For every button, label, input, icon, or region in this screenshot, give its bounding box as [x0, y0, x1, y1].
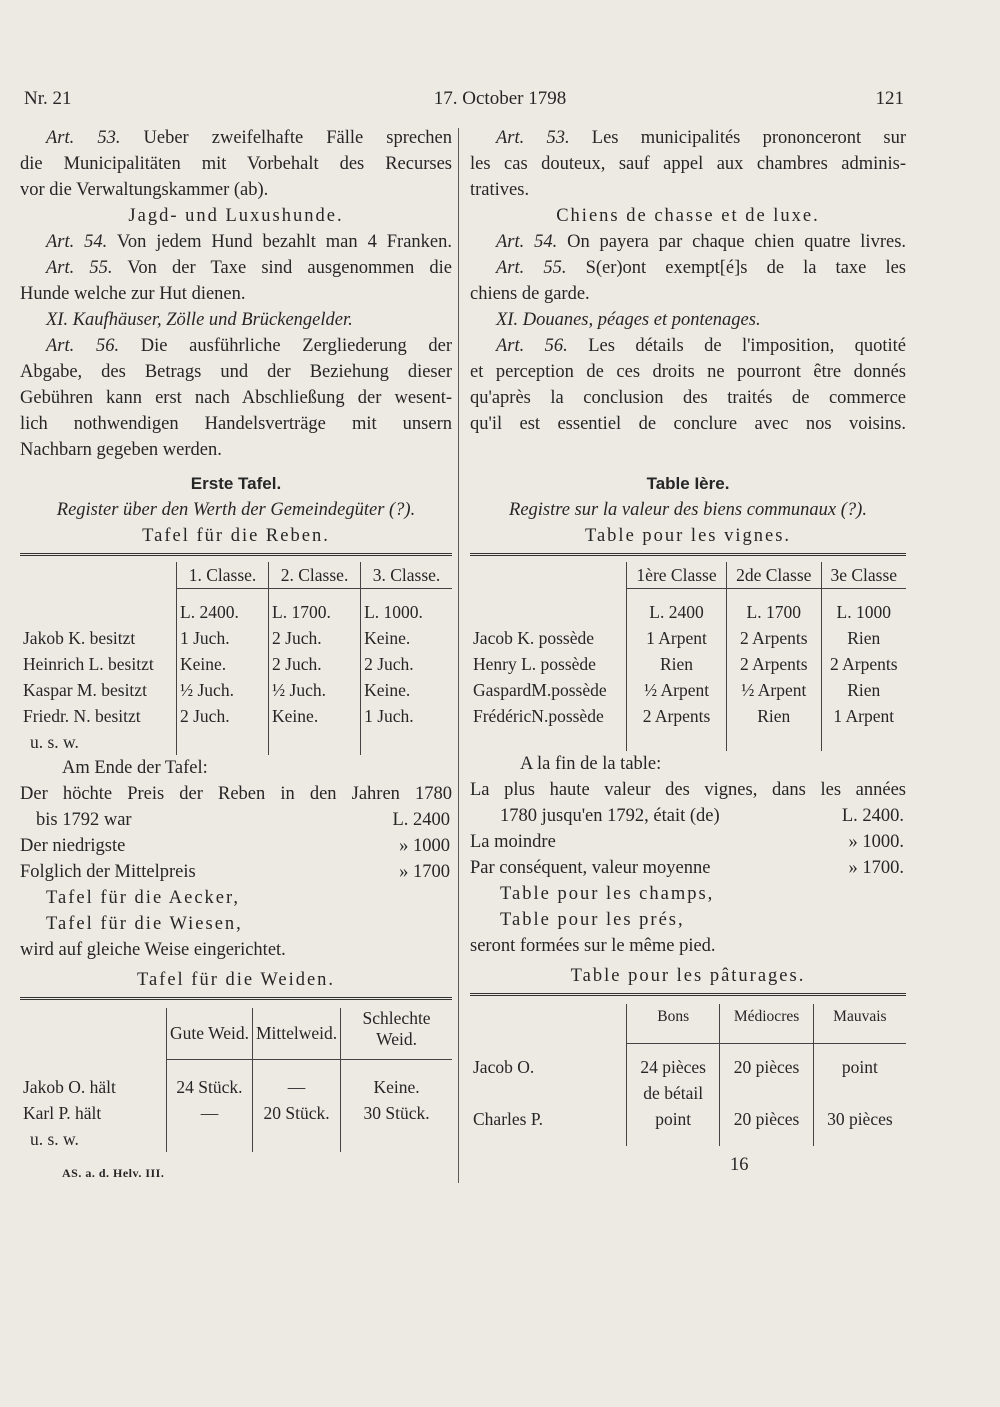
art53-line1: Art. 53. Les municipalités prononceront sur	[496, 128, 907, 148]
table-row	[470, 677, 906, 703]
art55-line2: chiens de garde.	[470, 284, 590, 304]
table-row	[470, 703, 906, 729]
table-cell: Rien	[627, 651, 727, 677]
column-header: 2. Classe.	[269, 562, 361, 589]
min-price-value: » 1000	[399, 835, 450, 856]
table-cell: 2 Arpents	[727, 651, 821, 677]
pasture-title: Tafel für die Weiden.	[136, 969, 336, 990]
art56-line1: Art. 56. Die ausführliche Zergliederung der	[46, 336, 453, 356]
end-heading: A la fin de la table:	[520, 753, 662, 774]
art53-line2: die Municipalitäten mit Vorbehalt des Recurses	[20, 154, 452, 174]
table-cell: 2 Juch.	[177, 703, 269, 729]
mean-price-row	[470, 855, 906, 881]
max-price-value: L. 2400	[392, 809, 450, 830]
owner-cell: Jacob K. possède	[473, 627, 595, 648]
fields-title: Tafel für die Aecker,	[46, 887, 241, 908]
art56-line2: Abgabe, des Betrags und der Beziehung dieser	[20, 362, 452, 382]
pasture-table	[20, 1008, 452, 1152]
table1-title: Erste Tafel.	[190, 474, 282, 493]
table-cell: 2 Juch.	[269, 651, 361, 677]
table-rule	[470, 553, 906, 556]
table-cell: 1 Juch.	[361, 703, 452, 729]
max-price-row	[20, 807, 452, 833]
art53-line3: vor die Verwaltungskammer (ab).	[20, 180, 269, 200]
table-row	[470, 1106, 906, 1132]
table-cell	[627, 1054, 720, 1106]
column-divider	[458, 128, 459, 1183]
owner-cell: Heinrich L. besitzt	[23, 653, 154, 674]
column-header: 2de Classe	[727, 562, 821, 589]
register-title: Registre sur la valeur des biens communaux (?).	[509, 500, 867, 520]
column-header: Gute Weid.	[167, 1008, 253, 1060]
art55-line1: Art. 55. Von der Taxe sind ausgenommen die	[46, 258, 453, 278]
art53-line1: Art. 53. Ueber zweifelhafte Fälle sprechen	[46, 128, 453, 148]
owner-cell: Charles P.	[473, 1108, 543, 1129]
etc-label: u. s. w.	[30, 731, 79, 752]
art53-line2: les cas douteux, sauf appel aux chambres adminis-	[470, 154, 906, 174]
vines-table	[470, 562, 906, 751]
column-header: Mauvais	[813, 1004, 906, 1044]
vines-table	[20, 562, 452, 755]
min-price-row	[20, 833, 452, 859]
art56-line3: Gebühren kann erst nach Abschließung der wesent-	[20, 388, 452, 408]
table-cell: 1 Arpent	[821, 703, 906, 729]
header-page-number: 121	[875, 88, 904, 109]
etc-label: u. s. w.	[30, 1128, 79, 1149]
vines-title: Tafel für die Reben.	[142, 526, 330, 546]
art56-line1: Art. 56. Les détails de l'imposition, quotité	[496, 336, 907, 356]
table-cell: point	[813, 1054, 906, 1106]
table-row	[470, 1054, 906, 1106]
art54-line: Art. 54. Von jedem Hund bezahlt man 4 Franken.	[46, 232, 452, 252]
art56-line2: et perception de ces droits ne pourront être donnés	[470, 362, 906, 382]
column-header: 3. Classe.	[361, 562, 452, 589]
table-cell: Keine.	[269, 703, 361, 729]
table-cell: 20 pièces	[720, 1054, 813, 1106]
table-row	[470, 651, 906, 677]
max-price-label: 1780 jusqu'en 1792, était (de)	[500, 805, 720, 826]
owner-cell: Jakob K. besitzt	[23, 627, 136, 648]
footnote: AS. a. d. Helv. III.	[62, 1165, 165, 1180]
pasture-table	[470, 1004, 906, 1146]
table-cell: 2 Juch.	[269, 625, 361, 651]
max-price-line1: Der höchte Preis der Reben in den Jahren 1780	[20, 783, 452, 804]
table-cell: 1 Juch.	[177, 625, 269, 651]
mean-price-row	[20, 859, 452, 885]
table-cell: 2 Arpents	[727, 625, 821, 651]
table-cell: —	[252, 1074, 340, 1100]
table-row	[20, 1100, 452, 1126]
table-cell: 1 Arpent	[627, 625, 727, 651]
owner-cell: GaspardM.possède	[473, 679, 607, 700]
page-signature: 16	[730, 1154, 749, 1175]
art55-line2: Hunde welche zur Hut dienen.	[20, 284, 246, 304]
german-column	[20, 125, 452, 1186]
column-header: Mittelweid.	[252, 1008, 340, 1060]
owner-cell: Karl P. hält	[23, 1102, 102, 1123]
min-price-row	[470, 829, 906, 855]
table-cell: Keine.	[361, 625, 452, 651]
min-price-label: Der niedrigste	[20, 835, 126, 856]
table-cell: 24 Stück.	[167, 1074, 253, 1100]
table-cell: 2 Arpents	[627, 703, 727, 729]
table-cell: 20 pièces	[720, 1106, 813, 1132]
table-cell: 2 Juch.	[361, 651, 452, 677]
column-header: 1ère Classe	[627, 562, 727, 589]
table-row	[470, 625, 906, 651]
table-cell: Keine.	[361, 677, 452, 703]
table-cell: Rien	[821, 677, 906, 703]
table-row	[20, 651, 452, 677]
dogs-heading: Chiens de chasse et de luxe.	[556, 206, 820, 226]
same-way-text: wird auf gleiche Weise eingerichtet.	[20, 939, 286, 960]
header-left: Nr. 21	[24, 88, 72, 109]
meadows-title: Table pour les prés,	[500, 909, 685, 930]
table-row	[20, 703, 452, 729]
column-header: Bons	[627, 1004, 720, 1044]
table-row	[20, 625, 452, 651]
art54-line: Art. 54. On payera par chaque chien quatre livres.	[496, 232, 907, 252]
table1-title: Table Ière.	[646, 474, 730, 493]
table-rule	[20, 553, 452, 556]
max-price-line1: La plus haute valeur des vignes, dans les années	[470, 779, 906, 800]
price-cell: L. 1700	[727, 599, 821, 625]
price-cell: L. 1000.	[361, 599, 452, 625]
table-cell: Rien	[821, 625, 906, 651]
price-cell: L. 1000	[821, 599, 906, 625]
header-center: 17. October 1798	[433, 88, 567, 109]
mean-price-label: Folglich der Mittelpreis	[20, 861, 196, 882]
price-cell: L. 2400	[627, 599, 727, 625]
max-price-label: bis 1792 war	[36, 809, 132, 830]
column-header: 1. Classe.	[177, 562, 269, 589]
art53-line3: tratives.	[470, 180, 530, 200]
table-rule	[20, 997, 452, 1000]
table-cell: 30 pièces	[813, 1106, 906, 1132]
table-cell: Keine.	[341, 1074, 452, 1100]
dogs-heading: Jagd- und Luxushunde.	[128, 206, 344, 226]
mean-price-value: » 1700.	[848, 857, 904, 878]
owner-cell: Friedr. N. besitzt	[23, 705, 141, 726]
table-cell: 20 Stück.	[252, 1100, 340, 1126]
table-cell: ½ Arpent	[627, 677, 727, 703]
price-cell: L. 2400.	[177, 599, 269, 625]
mean-price-value: » 1700	[399, 861, 450, 882]
table-cell: ½ Arpent	[727, 677, 821, 703]
table-cell: ½ Juch.	[269, 677, 361, 703]
table-cell: —	[167, 1100, 253, 1126]
table-cell: Keine.	[177, 651, 269, 677]
vines-title: Table pour les vignes.	[584, 526, 792, 546]
column-header: 3e Classe	[821, 562, 906, 589]
meadows-title: Tafel für die Wiesen,	[46, 913, 243, 934]
register-title: Register über den Werth der Gemeindegüter (?).	[56, 500, 416, 520]
table-rule	[470, 993, 906, 996]
cell-line: de bétail	[643, 1082, 704, 1103]
french-column	[470, 125, 906, 1178]
column-header: Schlechte Weid.	[341, 1008, 452, 1060]
fields-title: Table pour les champs,	[500, 883, 715, 904]
cell-line: 24 pièces	[640, 1056, 706, 1077]
table-cell: 30 Stück.	[341, 1100, 452, 1126]
owner-cell: Kaspar M. besitzt	[23, 679, 147, 700]
owner-cell: FrédéricN.possède	[473, 705, 604, 726]
same-way-text: seront formées sur le même pied.	[470, 935, 716, 956]
table-cell: Rien	[727, 703, 821, 729]
table-row	[20, 1074, 452, 1100]
max-price-row	[470, 803, 906, 829]
table-row	[20, 677, 452, 703]
art56-line4: lich nothwendigen Handelsverträge mit unsern	[20, 414, 452, 434]
art56-line5: Nachbarn gegeben werden.	[20, 440, 222, 460]
mean-price-label: Par conséquent, valeur moyenne	[470, 857, 711, 878]
table-cell: 2 Arpents	[821, 651, 906, 677]
min-price-label: La moindre	[470, 831, 556, 852]
pasture-title: Table pour les pâturages.	[570, 965, 806, 986]
min-price-value: » 1000.	[848, 831, 904, 852]
section-11-heading: XI. Douanes, péages et pontenages.	[496, 310, 761, 330]
max-price-value: L. 2400.	[841, 805, 904, 826]
price-cell: L. 1700.	[269, 599, 361, 625]
art56-line4: qu'il est essentiel de conclure avec nos voisins.	[470, 414, 906, 434]
owner-cell: Henry L. possède	[473, 653, 596, 674]
section-11-heading: XI. Kaufhäuser, Zölle und Brückengelder.	[46, 310, 353, 330]
art56-line3: qu'après la conclusion des traités de commerce	[470, 388, 906, 408]
art55-line1: Art. 55. S(er)ont exempt[é]s de la taxe les	[496, 258, 907, 278]
end-heading: Am Ende der Tafel:	[62, 757, 208, 778]
table-cell: point	[627, 1106, 720, 1132]
table-cell: ½ Juch.	[177, 677, 269, 703]
owner-cell: Jakob O. hält	[23, 1076, 116, 1097]
column-header: Médiocres	[720, 1004, 813, 1044]
owner-cell: Jacob O.	[473, 1056, 535, 1077]
